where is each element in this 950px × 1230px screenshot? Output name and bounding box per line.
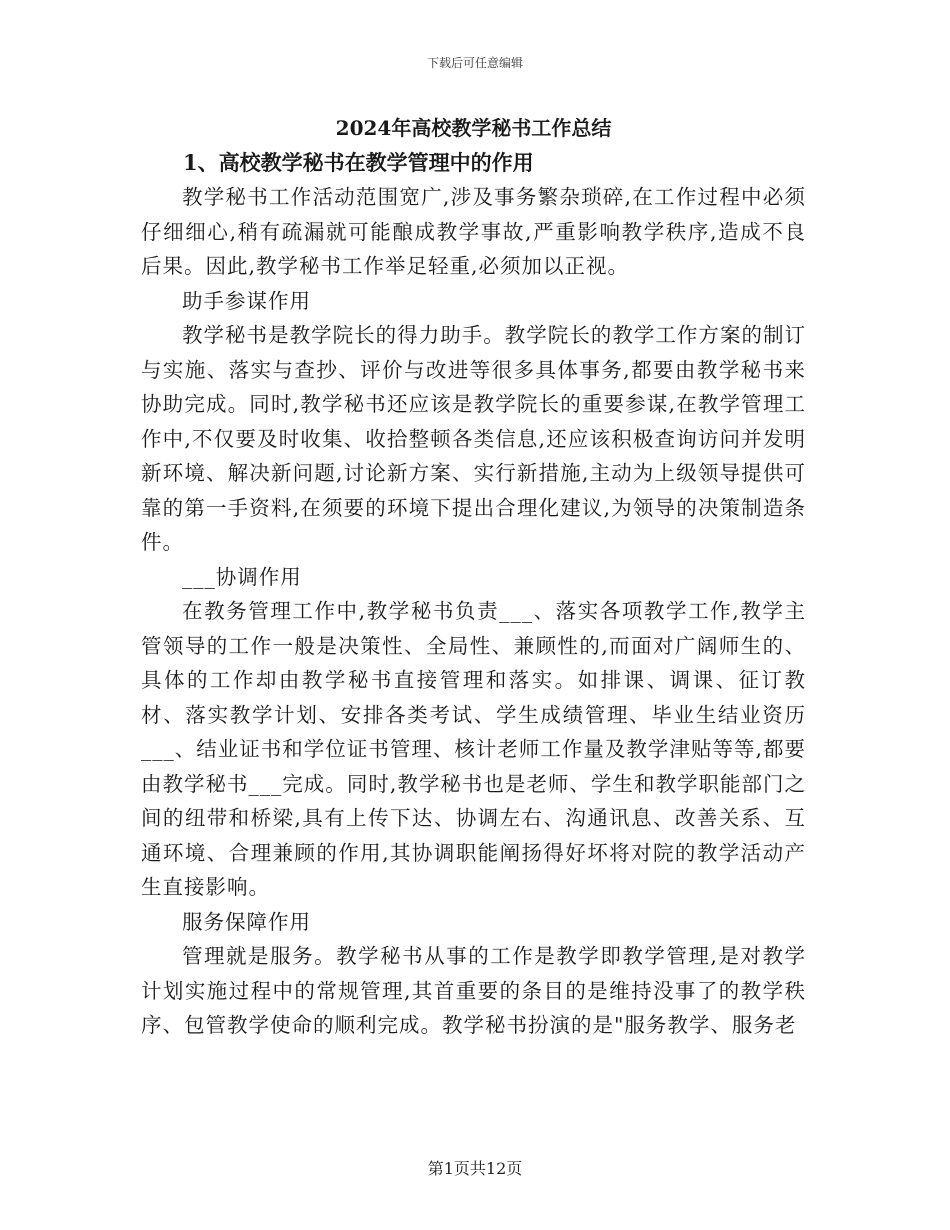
paragraph-service-role: 管理就是服务。教学秘书从事的工作是教学即教学管理,是对教学计划实施过程中的常规管理,其首重要的条目的是维持没事了的教学秩序、包管教学使命的顺利完成。教学秘书扮演的是"服务教学、服务老 — [141, 944, 806, 1037]
section-heading: 1、高校教学秘书在教学管理中的作用 — [183, 150, 534, 175]
subheading-assistant-role: 助手参谋作用 — [182, 288, 311, 313]
page-header-note: 下载后可任意编辑 — [426, 56, 523, 70]
document-title: 2024年高校教学秘书工作总结 — [335, 116, 612, 140]
page-number: 第1页共12页 — [427, 1159, 523, 1178]
subheading-coordination-role: ___协调作用 — [182, 564, 302, 589]
document-body — [141, 112, 806, 1043]
paragraph-coordination-role: 在教务管理工作中,教学秘书负责___、落实各项教学工作,教学主管领导的工作一般是决策性、全局性、兼顾性的,而面对广阔师生的、具体的工作却由教学秘书直接管理和落实。如排课、调课、征订教材、落实教学计划、安排各类考试、学生成绩管理、毕业生结业资历___、结业证书和学位证书管理、核计老师工作量及教学津贴等等,都要由教学秘书___完成。同时,教学秘书也是老师、学生和教学职能部门之间的纽带和桥梁,具有上传下达、协调左右、沟通讯息、改善关系、互通环境、合理兼顾的作用,其协调职能阐扬得好坏将对院的教学活动产生直接影响。 — [141, 599, 806, 899]
intro-paragraph: 教学秘书工作活动范围宽广,涉及事务繁杂琐碎,在工作过程中必须仔细细心,稍有疏漏就可能酿成教学事故,严重影响教学秩序,造成不良后果。因此,教学秘书工作举足轻重,必须加以正视。 — [141, 185, 806, 278]
subheading-service-role: 服务保障作用 — [182, 909, 311, 934]
paragraph-assistant-role: 教学秘书是教学院长的得力助手。教学院长的教学工作方案的制订与实施、落实与查抄、评价与改进等很多具体事务,都要由教学秘书来协助完成。同时,教学秘书还应该是教学院长的重要参谋,在教学管理工作中,不仅要及时收集、收拾整顿各类信息,还应该积极查询访问并发明新环境、解决新问题,讨论新方案、实行新措施,主动为上级领导提供可靠的第一手资料,在须要的环境下提出合理化建议,为领导的决策制造条件。 — [141, 323, 806, 554]
